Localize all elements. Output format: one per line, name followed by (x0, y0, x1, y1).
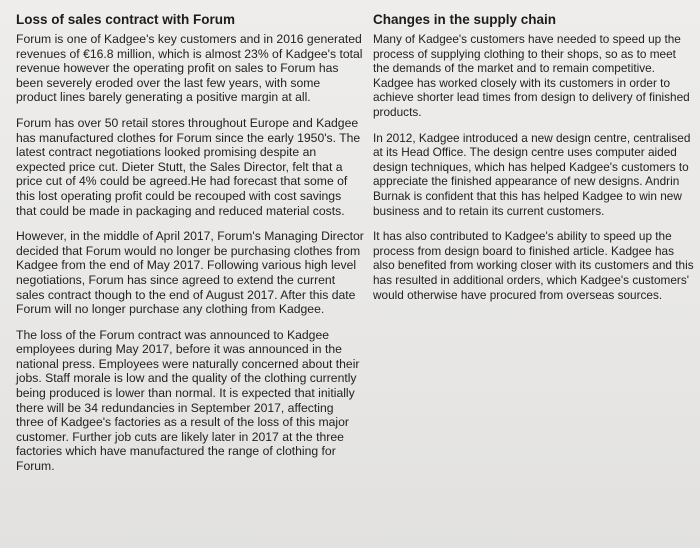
paragraph: Many of Kadgee's customers have needed to speed up the process of supplying clothing to their shops, so as to meet the demands of the market and to remain competitive. Kadgee has worked closely with its customers in order to achieve shorter lead times from design to delivery of finished products. (373, 32, 690, 119)
paragraph: It has also contributed to Kadgee's ability to speed up the process from design board to finished article. Kadgee has also benefited from working closer with its customers and this has resulted in additional orders, which Kadgee's customers' would otherwise have procured from overseas sources. (373, 229, 694, 302)
paragraph: In 2012, Kadgee introduced a new design centre, centralised at its Head Office. The design centre uses computer aided design techniques, which has helped Kadgee's customers to appreciate the finished appearance of new designs. Andrin Burnak is confident that this has helped Kadgee to win new business and to retain its current customers. (373, 130, 691, 218)
right-column (373, 12, 695, 313)
paragraph: The loss of the Forum contract was announced to Kadgee employees during May 2017, before it was announced in the national press. Employees were naturally concerned about their jobs. Staff morale is low and the quality of the clothing currently being produced is lower than normal. It is expected that initially there will be 34 redundancies in September 2017, affecting three of Kadgee's factories as a result of the loss of this major customer. Further job cuts are likely later in 2017 at the three factories which have manufactured the range of clothing for Forum. (16, 327, 360, 474)
section-heading-loss-of-contract: Loss of sales contract with Forum (16, 12, 236, 27)
paragraph: Forum has over 50 retail stores throughout Europe and Kadgee has manufactured clothes for Forum since the early 1950's. The latest contract negotiations looked promising despite an expected price cut. Dieter Stutt, the Sales Director, felt that a price cut of 4% could be agreed.He had forecast that some of this lost operating profit could be recouped with cost savings that could be made in packaging and reduced material costs. (16, 115, 361, 218)
left-column (16, 12, 364, 485)
paragraph: Forum is one of Kadgee's key customers and in 2016 generated revenues of €16.8 million, which is almost 23% of Kadgee's total revenue however the operating profit on sales to Forum has been severely eroded over the last few years, with some product lines barely generating a positive margin at all. (16, 32, 363, 105)
section-heading-supply-chain: Changes in the supply chain (373, 12, 557, 27)
paragraph: However, in the middle of April 2017, Forum's Managing Director decided that Forum would no longer be purchasing clothes from Kadgee from the end of May 2017. Following various high level negotiations, Forum has since agreed to extend the current sales contract though to the end of August 2017. After this date Forum will no longer purchase any clothing from Kadgee. (16, 229, 364, 317)
